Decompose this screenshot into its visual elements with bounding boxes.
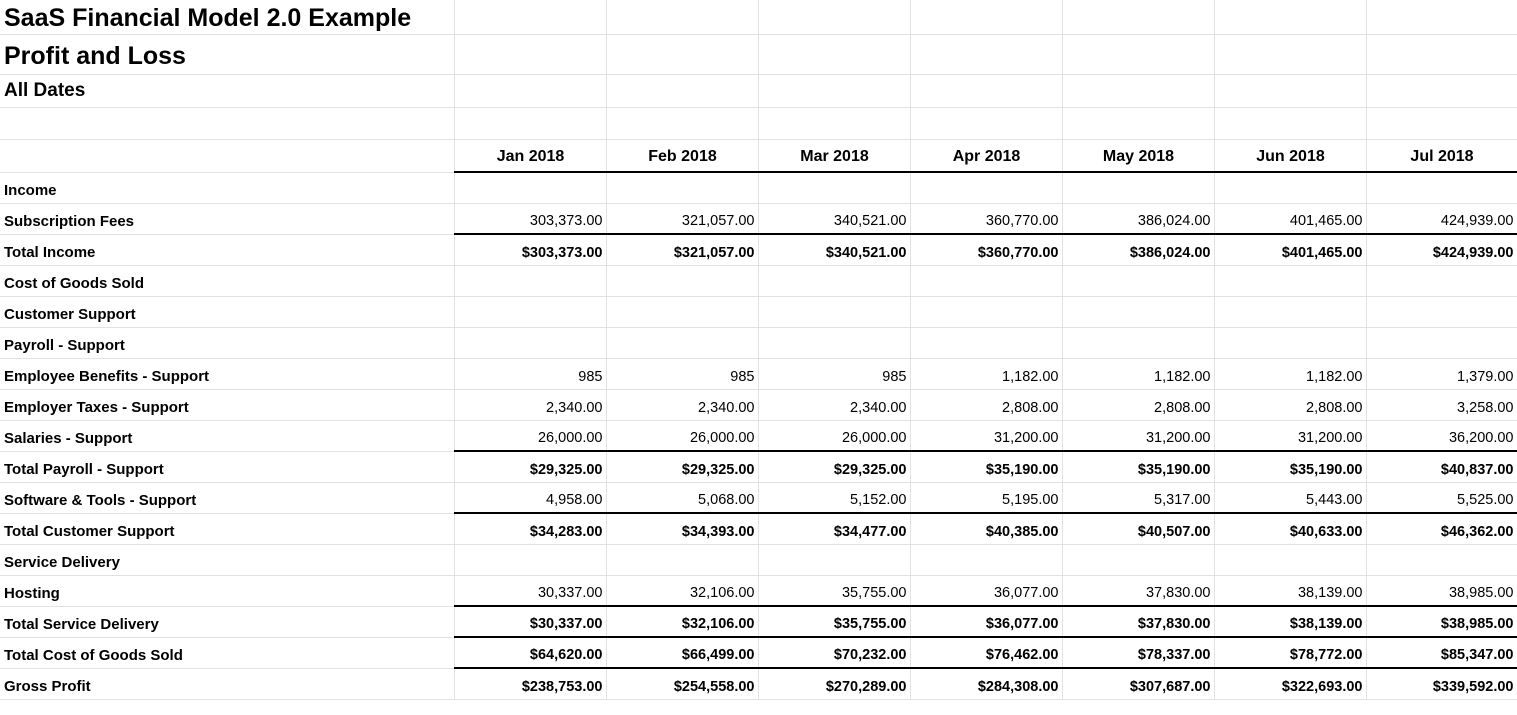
table-row bbox=[0, 234, 1517, 265]
value-cell[interactable]: $85,347.00 bbox=[1366, 637, 1517, 668]
row-label[interactable]: Software & Tools - Support bbox=[0, 482, 454, 513]
value-cell[interactable] bbox=[1366, 296, 1517, 327]
row-label[interactable]: Salaries - Support bbox=[0, 420, 454, 451]
table-row bbox=[0, 296, 1517, 327]
value-cell[interactable]: 26,000.00 bbox=[758, 420, 910, 451]
value-cell[interactable]: 3,258.00 bbox=[1366, 389, 1517, 420]
value-cell[interactable] bbox=[1062, 327, 1214, 358]
value-cell[interactable]: $35,190.00 bbox=[1214, 451, 1366, 482]
value-cell[interactable] bbox=[1062, 296, 1214, 327]
row-label[interactable]: Cost of Goods Sold bbox=[0, 265, 454, 296]
value-cell[interactable] bbox=[758, 172, 910, 203]
value-cell[interactable]: $386,024.00 bbox=[1062, 234, 1214, 265]
value-cell[interactable]: $29,325.00 bbox=[454, 451, 606, 482]
table-row bbox=[0, 668, 1517, 699]
value-cell[interactable]: 36,077.00 bbox=[910, 575, 1062, 606]
value-cell[interactable]: 1,182.00 bbox=[910, 358, 1062, 389]
value-cell[interactable] bbox=[1366, 544, 1517, 575]
value-cell[interactable] bbox=[910, 327, 1062, 358]
value-cell[interactable]: $322,693.00 bbox=[1214, 668, 1366, 699]
row-label[interactable]: Employee Benefits - Support bbox=[0, 358, 454, 389]
value-cell[interactable] bbox=[1366, 327, 1517, 358]
value-cell[interactable]: $35,190.00 bbox=[1062, 451, 1214, 482]
value-cell[interactable]: 5,152.00 bbox=[758, 482, 910, 513]
value-cell[interactable]: $40,385.00 bbox=[910, 513, 1062, 544]
value-cell[interactable]: $321,057.00 bbox=[606, 234, 758, 265]
value-cell[interactable]: $270,289.00 bbox=[758, 668, 910, 699]
value-cell[interactable] bbox=[758, 327, 910, 358]
value-cell[interactable]: 31,200.00 bbox=[1214, 420, 1366, 451]
row-label[interactable]: Subscription Fees bbox=[0, 203, 454, 234]
value-cell[interactable] bbox=[606, 265, 758, 296]
column-header[interactable]: Jul 2018 bbox=[1366, 139, 1517, 172]
value-cell[interactable] bbox=[606, 296, 758, 327]
value-cell[interactable]: 985 bbox=[758, 358, 910, 389]
value-cell[interactable]: $35,190.00 bbox=[910, 451, 1062, 482]
value-cell[interactable]: $36,077.00 bbox=[910, 606, 1062, 637]
table-row bbox=[0, 327, 1517, 358]
value-cell[interactable]: $360,770.00 bbox=[910, 234, 1062, 265]
report-date-range[interactable]: All Dates bbox=[0, 74, 454, 107]
value-cell[interactable] bbox=[910, 296, 1062, 327]
column-header[interactable]: Jan 2018 bbox=[454, 139, 606, 172]
value-cell[interactable] bbox=[1366, 172, 1517, 203]
value-cell[interactable]: 38,985.00 bbox=[1366, 575, 1517, 606]
column-header[interactable]: May 2018 bbox=[1062, 139, 1214, 172]
value-cell[interactable]: $254,558.00 bbox=[606, 668, 758, 699]
row-label[interactable]: Total Cost of Goods Sold bbox=[0, 637, 454, 668]
value-cell[interactable]: 5,068.00 bbox=[606, 482, 758, 513]
value-cell[interactable] bbox=[1214, 544, 1366, 575]
row-label[interactable]: Service Delivery bbox=[0, 544, 454, 575]
value-cell[interactable]: 5,525.00 bbox=[1366, 482, 1517, 513]
row-label[interactable]: Employer Taxes - Support bbox=[0, 389, 454, 420]
column-header[interactable]: Feb 2018 bbox=[606, 139, 758, 172]
table-row bbox=[0, 451, 1517, 482]
value-cell[interactable] bbox=[1062, 544, 1214, 575]
value-cell[interactable]: 4,958.00 bbox=[454, 482, 606, 513]
value-cell[interactable]: $40,633.00 bbox=[1214, 513, 1366, 544]
value-cell[interactable]: $34,283.00 bbox=[454, 513, 606, 544]
value-cell[interactable]: $424,939.00 bbox=[1366, 234, 1517, 265]
value-cell[interactable]: $303,373.00 bbox=[454, 234, 606, 265]
value-cell[interactable]: 26,000.00 bbox=[454, 420, 606, 451]
value-cell[interactable]: 31,200.00 bbox=[910, 420, 1062, 451]
value-cell[interactable]: 36,200.00 bbox=[1366, 420, 1517, 451]
table-row bbox=[0, 172, 1517, 203]
table-row bbox=[0, 389, 1517, 420]
value-cell[interactable]: $46,362.00 bbox=[1366, 513, 1517, 544]
value-cell[interactable]: 340,521.00 bbox=[758, 203, 910, 234]
value-cell[interactable]: $32,106.00 bbox=[606, 606, 758, 637]
value-cell[interactable] bbox=[606, 327, 758, 358]
value-cell[interactable]: 2,808.00 bbox=[910, 389, 1062, 420]
row-label[interactable]: Total Income bbox=[0, 234, 454, 265]
table-row bbox=[0, 203, 1517, 234]
value-cell[interactable]: $29,325.00 bbox=[606, 451, 758, 482]
value-cell[interactable]: 26,000.00 bbox=[606, 420, 758, 451]
row-label[interactable]: Total Service Delivery bbox=[0, 606, 454, 637]
value-cell[interactable]: $76,462.00 bbox=[910, 637, 1062, 668]
value-cell[interactable]: $340,521.00 bbox=[758, 234, 910, 265]
column-header[interactable]: Apr 2018 bbox=[910, 139, 1062, 172]
value-cell[interactable]: $64,620.00 bbox=[454, 637, 606, 668]
value-cell[interactable] bbox=[910, 544, 1062, 575]
value-cell[interactable]: $401,465.00 bbox=[1214, 234, 1366, 265]
value-cell[interactable]: $29,325.00 bbox=[758, 451, 910, 482]
value-cell[interactable]: 321,057.00 bbox=[606, 203, 758, 234]
value-cell[interactable]: $37,830.00 bbox=[1062, 606, 1214, 637]
value-cell[interactable]: 1,182.00 bbox=[1214, 358, 1366, 389]
value-cell[interactable]: $35,755.00 bbox=[758, 606, 910, 637]
value-cell[interactable] bbox=[910, 265, 1062, 296]
value-cell[interactable]: 37,830.00 bbox=[1062, 575, 1214, 606]
value-cell[interactable] bbox=[910, 172, 1062, 203]
table-row bbox=[0, 482, 1517, 513]
row-label[interactable]: Gross Profit bbox=[0, 668, 454, 699]
value-cell[interactable]: $30,337.00 bbox=[454, 606, 606, 637]
value-cell[interactable]: 424,939.00 bbox=[1366, 203, 1517, 234]
report-title[interactable]: SaaS Financial Model 2.0 Example bbox=[0, 0, 454, 34]
value-cell[interactable] bbox=[1214, 265, 1366, 296]
value-cell[interactable]: 303,373.00 bbox=[454, 203, 606, 234]
value-cell[interactable]: $70,232.00 bbox=[758, 637, 910, 668]
value-cell[interactable] bbox=[1062, 265, 1214, 296]
value-cell[interactable]: $38,139.00 bbox=[1214, 606, 1366, 637]
value-cell[interactable]: 985 bbox=[454, 358, 606, 389]
value-cell[interactable]: $40,507.00 bbox=[1062, 513, 1214, 544]
table-row bbox=[0, 420, 1517, 451]
value-cell[interactable]: $34,477.00 bbox=[758, 513, 910, 544]
table-row bbox=[0, 637, 1517, 668]
value-cell[interactable]: 30,337.00 bbox=[454, 575, 606, 606]
value-cell[interactable]: 401,465.00 bbox=[1214, 203, 1366, 234]
value-cell[interactable] bbox=[758, 544, 910, 575]
column-header[interactable]: Jun 2018 bbox=[1214, 139, 1366, 172]
column-header[interactable]: Mar 2018 bbox=[758, 139, 910, 172]
value-cell[interactable]: 985 bbox=[606, 358, 758, 389]
value-cell[interactable]: $38,985.00 bbox=[1366, 606, 1517, 637]
column-header-row bbox=[0, 139, 1517, 172]
value-cell[interactable] bbox=[758, 265, 910, 296]
value-cell[interactable]: 386,024.00 bbox=[1062, 203, 1214, 234]
value-cell[interactable] bbox=[1366, 265, 1517, 296]
row-label[interactable]: Payroll - Support bbox=[0, 327, 454, 358]
value-cell[interactable]: $339,592.00 bbox=[1366, 668, 1517, 699]
value-cell[interactable]: 35,755.00 bbox=[758, 575, 910, 606]
table-row bbox=[0, 358, 1517, 389]
row-label[interactable]: Total Payroll - Support bbox=[0, 451, 454, 482]
value-cell[interactable]: $78,337.00 bbox=[1062, 637, 1214, 668]
row-label[interactable]: Hosting bbox=[0, 575, 454, 606]
table-row bbox=[0, 513, 1517, 544]
value-cell[interactable]: 5,317.00 bbox=[1062, 482, 1214, 513]
value-cell[interactable]: 1,379.00 bbox=[1366, 358, 1517, 389]
value-cell[interactable] bbox=[758, 296, 910, 327]
value-cell[interactable]: 1,182.00 bbox=[1062, 358, 1214, 389]
value-cell[interactable] bbox=[454, 265, 606, 296]
value-cell[interactable]: $238,753.00 bbox=[454, 668, 606, 699]
value-cell[interactable]: 2,808.00 bbox=[1062, 389, 1214, 420]
value-cell[interactable]: $307,687.00 bbox=[1062, 668, 1214, 699]
value-cell[interactable] bbox=[1214, 296, 1366, 327]
value-cell[interactable] bbox=[1214, 172, 1366, 203]
value-cell[interactable] bbox=[606, 172, 758, 203]
table-row bbox=[0, 265, 1517, 296]
value-cell[interactable]: 31,200.00 bbox=[1062, 420, 1214, 451]
value-cell[interactable] bbox=[1214, 327, 1366, 358]
value-cell[interactable]: 38,139.00 bbox=[1214, 575, 1366, 606]
value-cell[interactable]: $284,308.00 bbox=[910, 668, 1062, 699]
value-cell[interactable] bbox=[606, 544, 758, 575]
value-cell[interactable] bbox=[454, 296, 606, 327]
value-cell[interactable]: 5,195.00 bbox=[910, 482, 1062, 513]
table-row bbox=[0, 575, 1517, 606]
table-row bbox=[0, 544, 1517, 575]
row-label[interactable]: Income bbox=[0, 172, 454, 203]
table-row bbox=[0, 606, 1517, 637]
row-label[interactable]: Total Customer Support bbox=[0, 513, 454, 544]
value-cell[interactable]: 2,340.00 bbox=[606, 389, 758, 420]
value-cell[interactable]: $40,837.00 bbox=[1366, 451, 1517, 482]
value-cell[interactable]: 2,340.00 bbox=[454, 389, 606, 420]
value-cell[interactable]: 2,808.00 bbox=[1214, 389, 1366, 420]
value-cell[interactable] bbox=[454, 327, 606, 358]
value-cell[interactable]: $78,772.00 bbox=[1214, 637, 1366, 668]
value-cell[interactable] bbox=[454, 172, 606, 203]
value-cell[interactable]: 2,340.00 bbox=[758, 389, 910, 420]
row-label[interactable]: Customer Support bbox=[0, 296, 454, 327]
value-cell[interactable] bbox=[1062, 172, 1214, 203]
value-cell[interactable]: $66,499.00 bbox=[606, 637, 758, 668]
value-cell[interactable] bbox=[454, 544, 606, 575]
value-cell[interactable]: 5,443.00 bbox=[1214, 482, 1366, 513]
report-subtitle[interactable]: Profit and Loss bbox=[0, 34, 454, 74]
value-cell[interactable]: 32,106.00 bbox=[606, 575, 758, 606]
value-cell[interactable]: 360,770.00 bbox=[910, 203, 1062, 234]
value-cell[interactable]: $34,393.00 bbox=[606, 513, 758, 544]
